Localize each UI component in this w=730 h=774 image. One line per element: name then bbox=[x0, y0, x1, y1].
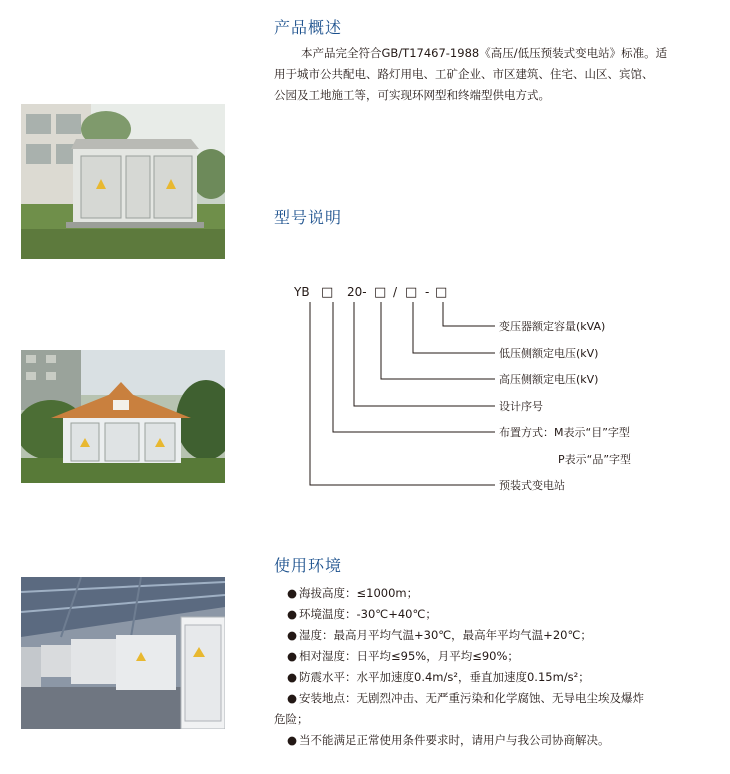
list-item: ● 环境温度：-30℃+40℃； bbox=[283, 604, 703, 625]
environment-list bbox=[274, 583, 703, 751]
label-high-voltage: 高压侧额定电压(kV) bbox=[499, 373, 599, 386]
list-item-continuation: 危险； bbox=[274, 712, 309, 726]
code-dash: - bbox=[425, 285, 430, 299]
list-item: ● 海拔高度：≤1000m； bbox=[283, 583, 703, 604]
connector-layout bbox=[333, 302, 495, 432]
label-layout-p: P表示“品”字型 bbox=[558, 453, 632, 466]
overview-text bbox=[274, 43, 694, 106]
label-capacity: 变压器额定容量(kVA) bbox=[499, 320, 606, 333]
code-box-4: □ bbox=[435, 285, 448, 300]
substation-photo-3 bbox=[21, 577, 225, 729]
connector-capacity bbox=[443, 302, 495, 326]
bullet-icon: ● bbox=[287, 670, 298, 684]
code-box-1: □ bbox=[321, 285, 334, 300]
code-slash: / bbox=[393, 285, 398, 299]
label-design-serial: 设计序号 bbox=[499, 400, 543, 413]
bullet-icon: ● bbox=[287, 691, 298, 705]
model-code-diagram bbox=[290, 278, 650, 493]
substation-photo-1 bbox=[21, 104, 225, 259]
code-box-3: □ bbox=[405, 285, 418, 300]
overview-line: 公园及工地施工等，可实现环网型和终端型供电方式。 bbox=[274, 88, 550, 102]
model-heading: 型号说明 bbox=[274, 208, 343, 227]
list-item: ● 安装地点：无剧烈冲击、无严重污染和化学腐蚀、无导电尘埃及爆炸 bbox=[283, 688, 703, 709]
bullet-icon: ● bbox=[287, 628, 298, 642]
code-box-2: □ bbox=[374, 285, 387, 300]
label-low-voltage: 低压侧额定电压(kV) bbox=[499, 347, 599, 360]
bullet-icon: ● bbox=[287, 733, 298, 747]
connector-station-type bbox=[310, 302, 495, 485]
bullet-icon: ● bbox=[287, 649, 298, 663]
overview-heading: 产品概述 bbox=[274, 18, 343, 37]
list-item: ● 湿度：最高月平均气温+30℃，最高年平均气温+20℃； bbox=[283, 625, 703, 646]
bullet-icon: ● bbox=[287, 586, 298, 600]
overview-line: 用于城市公共配电、路灯用电、工矿企业、市区建筑、住宅、山区、宾馆、 bbox=[274, 67, 654, 81]
list-item: ● 相对湿度：日平均≤95%，月平均≤90%； bbox=[283, 646, 703, 667]
bullet-icon: ● bbox=[287, 607, 298, 621]
overview-line: 本产品完全符合GB/T17467-1988《高压/低压预装式变电站》标准。适 bbox=[301, 46, 668, 60]
code-prefix: YB bbox=[294, 285, 310, 299]
list-item: ● 防震水平：水平加速度0.4m/s²，垂直加速度0.15m/s²； bbox=[283, 667, 703, 688]
label-layout-m: 布置方式：M表示“目”字型 bbox=[499, 426, 630, 439]
list-item: ● 当不能满足正常使用条件要求时，请用户与我公司协商解决。 bbox=[283, 730, 703, 751]
substation-photo-2 bbox=[21, 350, 225, 483]
environment-heading: 使用环境 bbox=[274, 556, 343, 575]
connector-low-voltage bbox=[413, 302, 495, 353]
label-station-type: 预装式变电站 bbox=[499, 479, 565, 492]
connector-design-serial bbox=[354, 302, 495, 406]
connector-high-voltage bbox=[381, 302, 495, 379]
code-mid: 20- bbox=[347, 285, 367, 299]
